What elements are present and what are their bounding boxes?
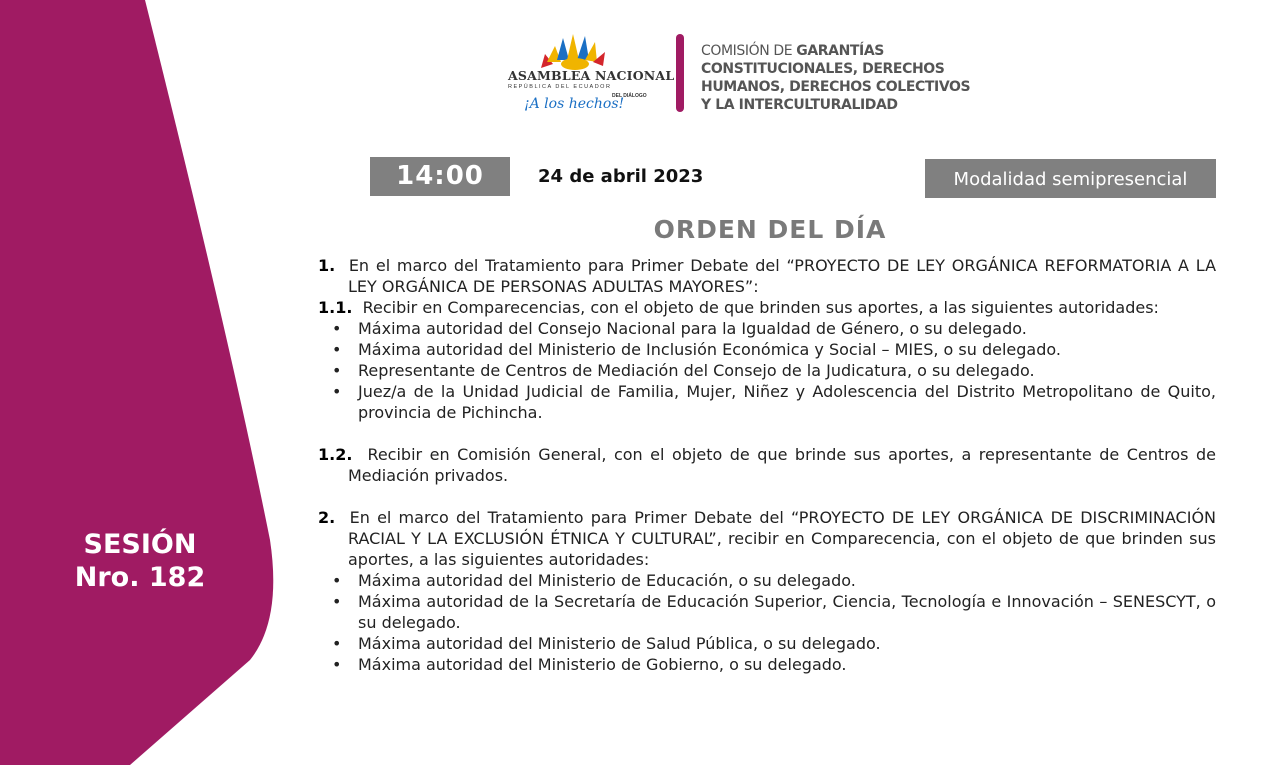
commission-line4: Y LA INTERCULTURALIDAD	[701, 97, 898, 113]
item-text: Recibir en Comisión General, con el objeto de que brinde sus aportes, a representante de Centros de Mediación privados.	[348, 445, 1217, 485]
agenda-item-2	[318, 507, 1216, 570]
item-text: Recibir en Comparecencias, con el objeto de que brinden sus aportes, a las siguientes autoridades:	[362, 298, 1159, 317]
bullet-icon: •	[332, 382, 342, 401]
list-item: • Máxima autoridad del Ministerio de Educación, o su delegado.	[332, 571, 856, 590]
list-item: • Máxima autoridad del Ministerio de Gobierno, o su delegado.	[332, 655, 847, 674]
list-item: • Máxima autoridad del Consejo Nacional para la Igualdad de Género, o su delegado.	[332, 319, 1027, 338]
time-badge: 14:00	[370, 157, 510, 196]
list-item: • Máxima autoridad del Ministerio de Inclusión Económica y Social – MIES, o su delegado.	[332, 340, 1061, 359]
commission-line1-light: COMISIÓN DE	[701, 43, 797, 59]
bullet-icon: •	[332, 571, 342, 590]
session-number: Nro. 182	[74, 562, 206, 593]
list-item: • Máxima autoridad del Ministerio de Salud Pública, o su delegado.	[332, 634, 881, 653]
agenda-content	[318, 255, 1216, 675]
commission-line1-bold: GARANTÍAS	[796, 43, 884, 59]
asamblea-logo	[500, 32, 675, 122]
list-item: • Máxima autoridad de la Secretaría de Educación Superior, Ciencia, Tecnología e Innovación – SENESCYT, o su delegado.	[332, 592, 1216, 632]
logo-slogan: ¡A los hechos!	[524, 96, 625, 112]
sun-emblem-icon	[500, 32, 650, 72]
bullet-icon: •	[332, 361, 342, 380]
list-item: • Juez/a de la Unidad Judicial de Familia, Mujer, Niñez y Adolescencia del Distrito Metropolitano de Quito, provincia de Pichincha.	[332, 382, 1216, 422]
modality-badge: Modalidad semipresencial	[925, 159, 1216, 198]
logo-title: ASAMBLEA NACIONAL	[508, 68, 675, 83]
logo-tag: DEL DIÁLOGO	[612, 93, 647, 99]
agenda-item-1-1	[318, 297, 1216, 318]
authorities-list-1-1	[318, 318, 1216, 423]
list-item: • Representante de Centros de Mediación del Consejo de la Judicatura, o su delegado.	[332, 361, 1035, 380]
side-panel-shape	[0, 0, 300, 765]
commission-line2: CONSTITUCIONALES, DERECHOS	[701, 61, 945, 77]
item-number: 1.	[318, 256, 336, 275]
logo-subtitle: REPÚBLICA DEL ECUADOR	[508, 84, 612, 90]
item-text: En el marco del Tratamiento para Primer Debate del “PROYECTO DE LEY ORGÁNICA DE DISCRIMINACIÓN RACIAL Y LA EXCLUSIÓN ÉTNICA Y CULTURAL”, recibir en Comparecencia, con el objeto de que brinden sus aportes, a las siguientes autoridades:	[348, 508, 1217, 569]
session-block	[40, 528, 240, 594]
session-date: 24 de abril 2023	[538, 166, 704, 187]
authorities-list-2	[318, 570, 1216, 675]
agenda-title: ORDEN DEL DÍA	[653, 215, 887, 244]
agenda-item-1-2	[318, 444, 1216, 486]
bullet-icon: •	[332, 592, 342, 611]
bullet-icon: •	[332, 655, 342, 674]
item-number: 2.	[318, 508, 336, 527]
bullet-icon: •	[332, 319, 342, 338]
commission-name	[701, 42, 970, 114]
item-text: En el marco del Tratamiento para Primer Debate del “PROYECTO DE LEY ORGÁNICA REFORMATORIA A LA LEY ORGÁNICA DE PERSONAS ADULTAS MAYORES”:	[348, 256, 1217, 296]
header-divider	[676, 34, 684, 112]
session-label: SESIÓN	[83, 529, 197, 560]
bullet-icon: •	[332, 340, 342, 359]
agenda-item-1	[318, 255, 1216, 297]
bullet-icon: •	[332, 634, 342, 653]
item-number: 1.1.	[318, 298, 353, 317]
commission-line3: HUMANOS, DERECHOS COLECTIVOS	[701, 79, 971, 95]
item-number: 1.2.	[318, 445, 353, 464]
